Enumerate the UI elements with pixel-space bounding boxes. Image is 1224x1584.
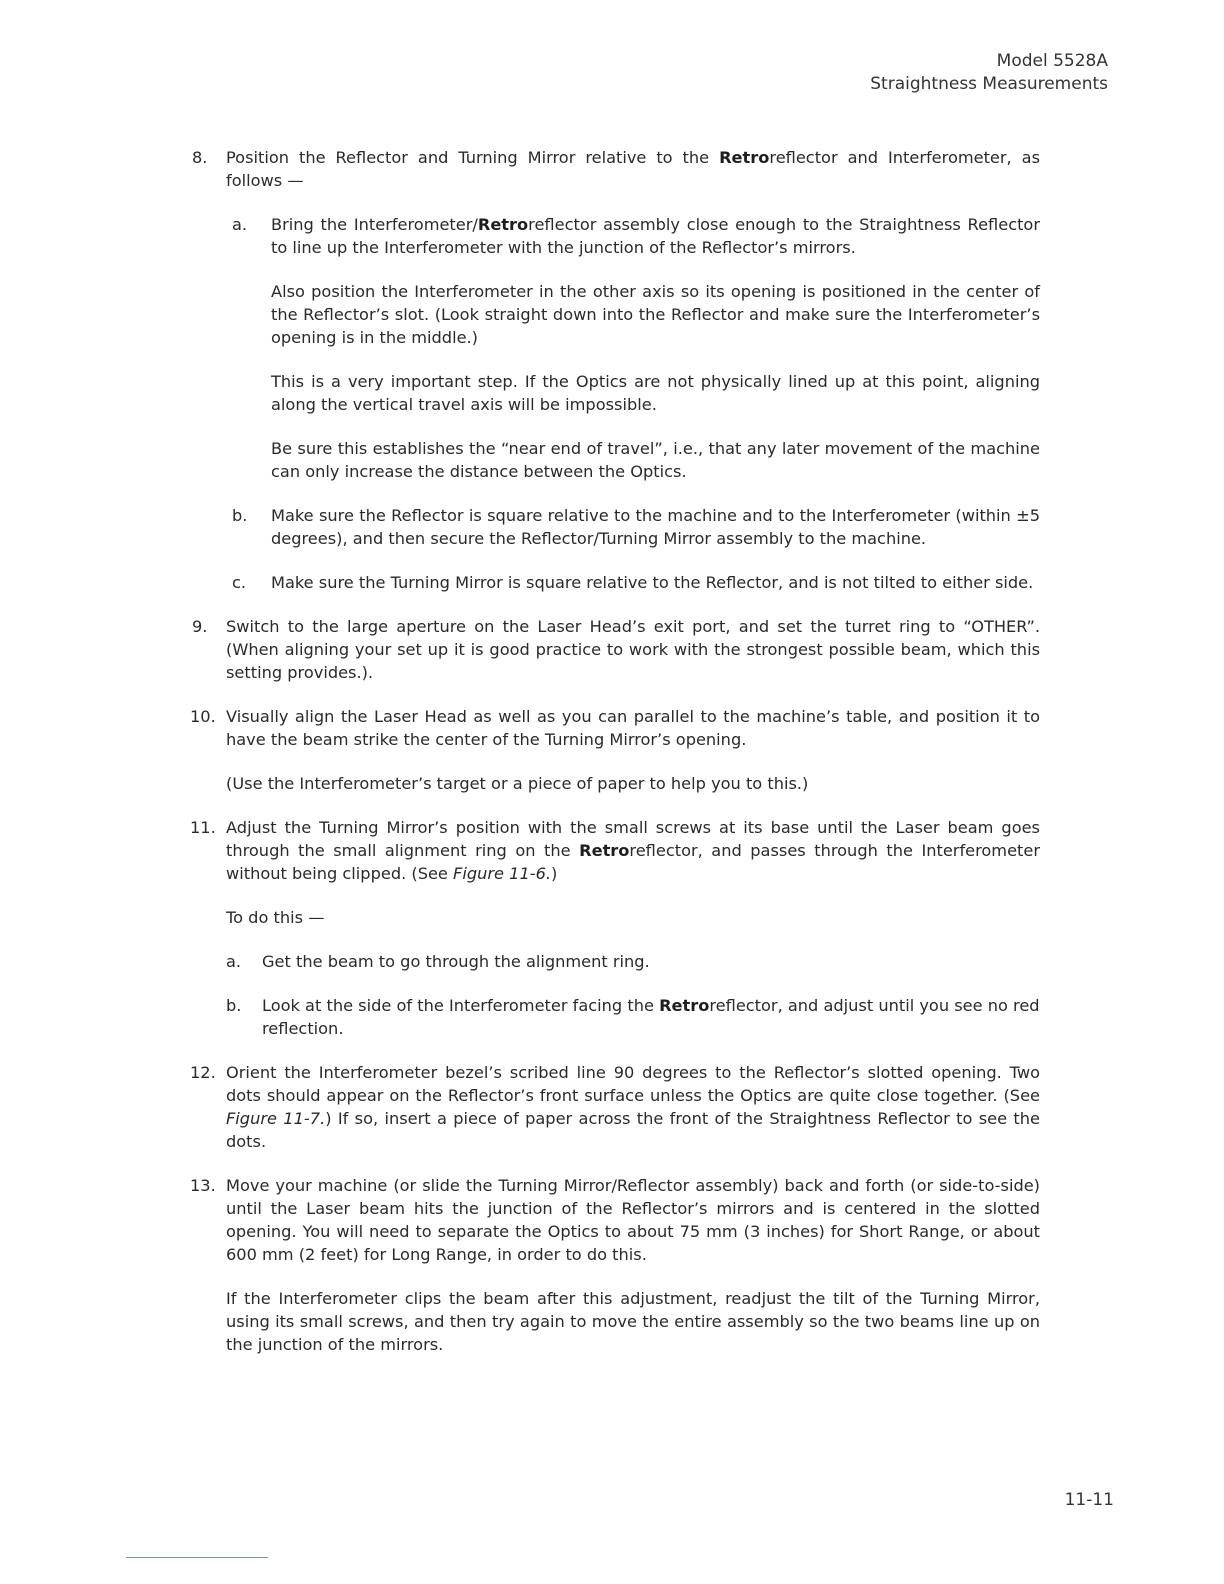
step-11-intro: Adjust the Turning Mirror’s position with the small screws at its base until the Laser beam goes through the small alignment ring on the Retroreflector, and passes through the Interferometer without being clipped. (See Figure 11-6.) bbox=[226, 818, 1040, 883]
step-11-todo: To do this — bbox=[226, 908, 325, 927]
step-number: 8. bbox=[192, 148, 208, 167]
page-header bbox=[870, 50, 1108, 96]
step-9-para: Switch to the large aperture on the Laser Head’s exit port, and set the turret ring to “OTHER”. (When aligning your set up it is good practice to work with the strongest possible beam, which this setting provides.). bbox=[226, 617, 1040, 682]
step-8a: a. Bring the Interferometer/Retroreflector assembly close enough to the Straightness Reflector to line up the Interferometer with the junction of the Reflector’s mirrors. Also position the Interferometer in the other axis so its opening is positioned in the center of the Reflector’s slot. (Look straight down into the Reflector and make sure the Interferometer’s opening is in the middle.) This is a very important step. If the Optics are not physically lined up at this point, aligning along the vertical travel axis will be impossible. Be sure this establishes the “near end of travel”, i.e., that any later movement of the machine can only increase the distance between the Optics. bbox=[232, 215, 1040, 481]
step-11b: b. Look at the side of the Interferometer facing the Retroreflector, and adjust until you see no red reflection. bbox=[226, 996, 1040, 1038]
document-body bbox=[160, 146, 1040, 1377]
step-13-para-2: If the Interferometer clips the beam after this adjustment, readjust the tilt of the Turning Mirror, using its small screws, and then try again to move the entire assembly so the two beams line up on the junction of the mirrors. bbox=[226, 1289, 1040, 1354]
step-9: 9. Switch to the large aperture on the Laser Head’s exit port, and set the turret ring to “OTHER”. (When aligning your set up it is good practice to work with the strongest possible beam, which this setting provides.). bbox=[192, 617, 1040, 682]
step-13: 13. Move your machine (or slide the Turning Mirror/Reflector assembly) back and forth (or side-to-side) until the Laser beam hits the junction of the Reflector’s mirrors and is centered in the slotted opening. You will need to separate the Optics to about 75 mm (3 inches) for Short Range, or about 600 mm (2 feet) for Long Range, in order to do this. If the Interferometer clips the beam after this adjustment, readjust the tilt of the Turning Mirror, using its small screws, and then try again to move the entire assembly so the two beams line up on the junction of the mirrors. bbox=[190, 1176, 1040, 1354]
step-8b-para: Make sure the Reflector is square relative to the machine and to the Interferometer (within ±5 degrees), and then secure the Reflector/Turning Mirror assembly to the machine. bbox=[271, 506, 1040, 548]
step-8a-para-2: Also position the Interferometer in the other axis so its opening is positioned in the center of the Reflector’s slot. (Look straight down into the Reflector and make sure the Interferometer’s opening is in the middle.) bbox=[271, 282, 1040, 347]
header-model: Model 5528A bbox=[996, 51, 1108, 71]
page-number: 11-11 bbox=[1064, 1490, 1114, 1510]
step-8 bbox=[160, 146, 1040, 594]
step-8-intro: Position the Reflector and Turning Mirror relative to the Retroreflector and Interferometer, as follows — bbox=[226, 148, 1041, 190]
step-11: 11. Adjust the Turning Mirror’s position with the small screws at its base until the Laser beam goes through the small alignment ring on the Retroreflector, and passes through the Interferometer without being clipped. (See Figure 11-6.) To do this — a. Get the beam to go through the alignment ring. b. Look at the side of the Interferometer facing the Retroreflector, and adjust until you see no red reflection. bbox=[190, 818, 1040, 1038]
step-12-text: Orient the Interferometer bezel’s scribed line 90 degrees to the Reflector’s slotted opening. Two dots should appear on the Reflector’s front surface unless the Optics are quite close together. (See Figure 11-7.) If so, insert a piece of paper across the front of the Straightness Reflector to see the dots. bbox=[226, 1063, 1040, 1151]
step-12: 12. Orient the Interferometer bezel’s scribed line 90 degrees to the Reflector’s slotted opening. Two dots should appear on the Reflector’s front surface unless the Optics are quite close together. (See Figure 11-7.) If so, insert a piece of paper across the front of the Straightness Reflector to see the dots. bbox=[190, 1063, 1040, 1151]
step-10: 10. Visually align the Laser Head as well as you can parallel to the machine’s table, and position it to have the beam strike the center of the Turning Mirror’s opening. (Use the Interferometer’s target or a piece of paper to help you to this.) bbox=[190, 707, 1040, 793]
header-section: Straightness Measurements bbox=[870, 74, 1108, 94]
step-11a: a. Get the beam to go through the alignment ring. bbox=[226, 950, 1040, 973]
step-8c: c. Make sure the Turning Mirror is square relative to the Reflector, and is not tilted to either side. bbox=[226, 571, 1040, 594]
step-8a-para-3: This is a very important step. If the Optics are not physically lined up at this point, aligning along the vertical travel axis will be impossible. bbox=[271, 372, 1040, 414]
step-10-para-1: Visually align the Laser Head as well as you can parallel to the machine’s table, and position it to have the beam strike the center of the Turning Mirror’s opening. bbox=[226, 707, 1040, 749]
step-8c-para: Make sure the Turning Mirror is square relative to the Reflector, and is not tilted to either side. bbox=[271, 573, 1034, 592]
step-10-para-2: (Use the Interferometer’s target or a piece of paper to help you to this.) bbox=[226, 774, 809, 793]
step-13-para-1: Move your machine (or slide the Turning Mirror/Reflector assembly) back and forth (or side-to-side) until the Laser beam hits the junction of the Reflector’s mirrors and is centered in the slotted opening. You will need to separate the Optics to about 75 mm (3 inches) for Short Range, or about 600 mm (2 feet) for Long Range, in order to do this. bbox=[226, 1176, 1040, 1264]
step-11a-text: Get the beam to go through the alignment ring. bbox=[262, 952, 650, 971]
step-8a-para-1: Bring the Interferometer/Retroreflector assembly close enough to the Straightness Reflector to line up the Interferometer with the junction of the Reflector’s mirrors. bbox=[271, 215, 1040, 257]
step-8a-para-4: Be sure this establishes the “near end of travel”, i.e., that any later movement of the machine can only increase the distance between the Optics. bbox=[271, 439, 1040, 481]
step-8b: b. Make sure the Reflector is square relative to the machine and to the Interferometer (within ±5 degrees), and then secure the Reflector/Turning Mirror assembly to the machine. bbox=[232, 506, 1040, 548]
footer-rule bbox=[126, 1557, 268, 1558]
step-11b-text: Look at the side of the Interferometer facing the Retroreflector, and adjust until you see no red reflection. bbox=[262, 996, 1040, 1038]
